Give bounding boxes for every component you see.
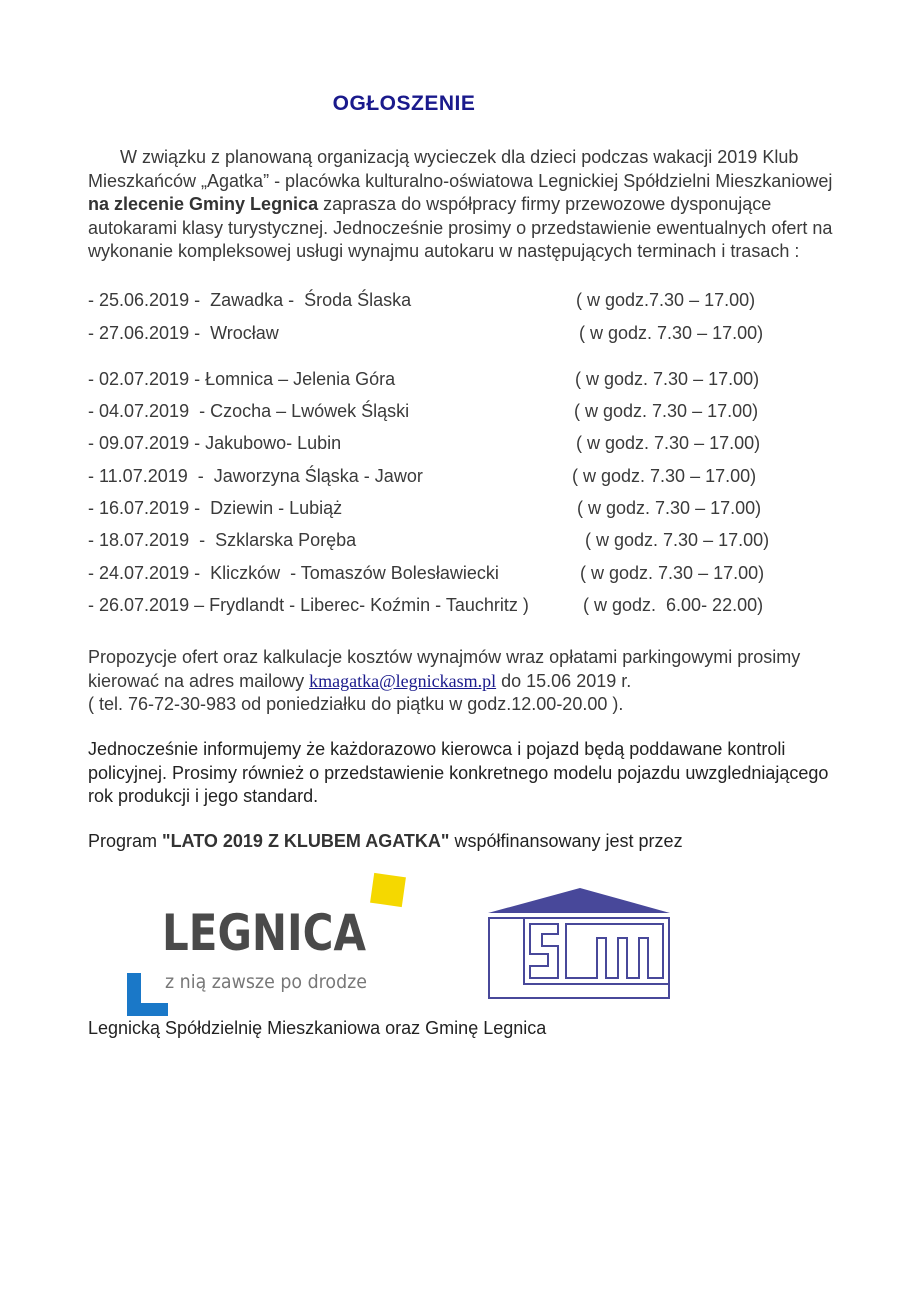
- footer-text: Legnicką Spółdzielnię Mieszkaniowa oraz Gminę Legnica: [88, 1018, 547, 1038]
- legnica-slogan: z nią zawsze po drodze: [165, 971, 367, 993]
- intro-text-1: W związku z planowaną organizacją wycieczek dla dzieci podczas wakacji 2019 Klub Mieszkańców „Agatka” - placówka kulturalno-oświatowa Legnickiej Spółdzielni Mieszkaniowej: [88, 147, 833, 191]
- trip-row: [88, 563, 765, 584]
- page-title: OGŁOSZENIE: [332, 92, 476, 115]
- trip-time: ( w godz. 7.30 – 17.00): [575, 369, 760, 389]
- intro-text-2: zaprasza do współpracy firmy przewozowe dysponujące autokarami klasy turystycznej. Jednocześnie prosimy o przedstawienie ewentualnych ofert na wykonanie kompleksowej usługi wynajmu autokaru w następujących terminach i trasach :: [88, 194, 833, 261]
- trip-row: [88, 498, 762, 519]
- email-link[interactable]: kmagatka@legnickasm.pl: [309, 670, 497, 691]
- intro-bold: na zlecenie Gminy Legnica: [88, 194, 319, 214]
- legnica-logo: [120, 870, 420, 1020]
- trip-route: - 09.07.2019 - Jakubowo- Lubin: [88, 433, 342, 453]
- trip-time: ( w godz. 7.30 – 17.00): [572, 466, 757, 486]
- lsm-logo: [486, 886, 672, 1002]
- trip-time: ( w godz.7.30 – 17.00): [576, 290, 756, 310]
- program-suffix: współfinansowany jest przez: [449, 831, 683, 851]
- lsm-letters-icon: [489, 918, 669, 998]
- trip-row: [88, 530, 770, 551]
- trip-route: - 25.06.2019 - Zawadka - Środa Ślaska: [88, 290, 412, 310]
- trip-row: [88, 433, 761, 454]
- trip-time: ( w godz. 7.30 – 17.00): [580, 563, 765, 583]
- trip-time: ( w godz. 7.30 – 17.00): [585, 530, 770, 550]
- legnica-blue-l-icon: [127, 973, 168, 1016]
- trip-time: ( w godz. 7.30 – 17.00): [579, 323, 764, 343]
- trip-route: - 26.07.2019 – Frydlandt - Liberec- Koźmin - Tauchritz ): [88, 595, 529, 615]
- lsm-name: LSM: [486, 886, 489, 887]
- lsm-roof-icon: [488, 888, 670, 913]
- program-paragraph: [88, 830, 848, 854]
- offers-paragraph: [88, 646, 848, 717]
- trip-row: [88, 323, 764, 344]
- legnica-wordmark: LEGNICA: [162, 904, 367, 962]
- trip-time: ( w godz. 7.30 – 17.00): [574, 401, 759, 421]
- trip-row: [88, 401, 759, 422]
- trip-route: - 24.07.2019 - Kliczków - Tomaszów Bolesławiecki: [88, 563, 499, 583]
- trip-route: - 18.07.2019 - Szklarska Poręba: [88, 530, 357, 550]
- trip-row: [88, 595, 764, 616]
- trip-time: ( w godz. 6.00- 22.00): [583, 595, 764, 615]
- offers-text-1: Propozycje ofert oraz kalkulacje kosztów wynajmów wraz opłatami parkingowymi prosimy kierować na adres mailowy: [88, 647, 801, 691]
- program-prefix: Program: [88, 831, 163, 851]
- trip-row: [88, 369, 760, 390]
- trip-route: - 11.07.2019 - Jaworzyna Śląska - Jawor: [88, 466, 423, 486]
- trip-route: - 04.07.2019 - Czocha – Lwówek Śląski: [88, 401, 410, 421]
- info-paragraph: Jednocześnie informujemy że każdorazowo kierowca i pojazd będą poddawane kontroli policyjnej. Prosimy również o przedstawienie konkretnego modelu pojazdu uwzgledniającego rok produkcji i jego standard.: [88, 739, 829, 806]
- trip-route: - 27.06.2019 - Wrocław: [88, 323, 279, 343]
- offers-text-2: do 15.06 2019 r.: [496, 670, 632, 691]
- trip-time: ( w godz. 7.30 – 17.00): [577, 498, 762, 518]
- program-name: "LATO 2019 Z KLUBEM AGATKA": [162, 831, 450, 851]
- offers-phone: ( tel. 76-72-30-983 od poniedziałku do piątku w godz.12.00-20.00 ).: [88, 694, 624, 714]
- trip-route: - 16.07.2019 - Dziewin - Lubiąż: [88, 498, 343, 518]
- trip-row: [88, 290, 756, 311]
- trip-route: - 02.07.2019 - Łomnica – Jelenia Góra: [88, 369, 396, 389]
- trip-time: ( w godz. 7.30 – 17.00): [576, 433, 761, 453]
- legnica-yellow-square: [370, 873, 406, 907]
- trip-row: [88, 466, 757, 487]
- intro-paragraph: [88, 146, 848, 264]
